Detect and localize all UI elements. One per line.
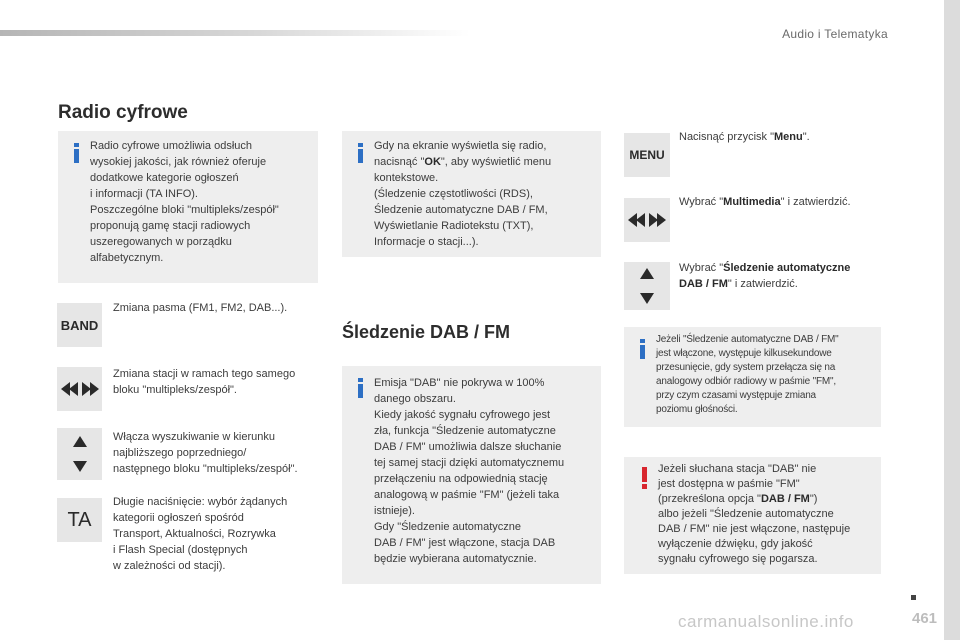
updown-line: następnego bloku "multipleks/zespół". (113, 463, 298, 475)
note-line: poziomu głośności. (656, 404, 738, 415)
step-3: Wybrać "Śledzenie automatyczne DAB / FM" i zatwierdzić. (679, 262, 851, 290)
dab-line: zła, funkcja "Śledzenie automatyczne (374, 425, 556, 437)
ta-button[interactable]: TA (57, 498, 102, 542)
intro-line: alfabetycznym. (90, 252, 164, 264)
seek-buttons[interactable] (57, 367, 102, 411)
intro-line: Poszczególne bloki "multipleks/zespół" (90, 204, 279, 216)
intro-line: Radio cyfrowe umożliwia odsłuch (90, 140, 253, 152)
up-down-arrows-icon (73, 434, 87, 474)
info-icon (358, 378, 363, 398)
note-line: przesunięcie, gdy system przełącza się na (656, 362, 836, 373)
ta-line: Transport, Aktualności, Rozrywka (113, 528, 276, 540)
menu-info-line: Informacje o stacji...). (374, 236, 479, 248)
menu-info-line: kontekstowe. (374, 172, 439, 184)
intro-line: wysokiej jakości, jak również oferuje (90, 156, 267, 168)
menu-button[interactable]: MENU (624, 133, 670, 177)
ta-line: i Flash Special (dostępnych (113, 544, 248, 556)
dab-line: istnieje). (374, 505, 415, 517)
dab-line: DAB / FM" umożliwia dalsze słuchanie (374, 441, 562, 453)
ta-line: kategorii ogłoszeń spośród (113, 512, 244, 524)
info-icon (640, 339, 645, 359)
up-down-buttons[interactable] (57, 428, 102, 480)
warning-line: wyłączenie dźwięku, gdy jakość (658, 538, 813, 550)
step-2: Wybrać "Multimedia" i zatwierdzić. (679, 196, 851, 208)
note-line: Jeżeli "Śledzenie automatyczne DAB / FM" (656, 334, 839, 345)
warning-line: sygnału cyfrowego się pogarsza. (658, 553, 818, 565)
band-button[interactable]: BAND (57, 303, 102, 347)
menu-info-line: Wyświetlanie Radiotekstu (TXT), (374, 220, 534, 232)
menu-info-line: Gdy na ekranie wyświetla się radio, (374, 140, 547, 152)
dab-line: DAB / FM" jest włączone, stacja DAB (374, 537, 556, 549)
ta-line: Długie naciśnięcie: wybór żądanych (113, 496, 288, 508)
context-menu-info-box (342, 131, 601, 257)
watermark-url: carmanualsonline.info (678, 612, 854, 631)
delay-info-box (624, 327, 881, 427)
menu-info-line: nacisnąć "OK", aby wyświetlić menu (374, 156, 552, 168)
dab-line: tej samej stacji dzięki automatycznemu (374, 457, 565, 469)
page-number: 461 (912, 610, 938, 627)
tracking-select-buttons[interactable] (624, 262, 670, 310)
note-line: jest włączone, występuje kilkusekundowe (656, 348, 832, 359)
page-marker (911, 595, 916, 600)
dab-info-box (342, 366, 601, 584)
warning-line: DAB / FM" nie jest włączone, następuje (658, 523, 851, 535)
intro-info-box (58, 131, 318, 283)
header-rule (0, 30, 470, 36)
section-title: Śledzenie DAB / FM (342, 322, 511, 342)
seek-arrows-icon (628, 213, 666, 227)
seek-line: bloku "multipleks/zespół". (113, 384, 237, 396)
dab-line: Kiedy jakość sygnału cyfrowego jest (374, 409, 551, 421)
updown-line: Włącza wyszukiwanie w kierunku (113, 431, 275, 443)
warning-line: (przekreślona opcja "DAB / FM") (658, 493, 818, 505)
dab-line: danego obszaru. (374, 393, 456, 405)
note-line: przy czym czasami występuje zmiana (656, 390, 816, 401)
warning-box (624, 457, 881, 574)
intro-line: uszeregowanych w porządku (90, 236, 232, 248)
section-header: Audio i Telematyka (782, 27, 888, 41)
dab-line: przełączeniu na odpowiednią stację (374, 473, 548, 485)
page-title: Radio cyfrowe (58, 102, 188, 123)
info-icon (358, 143, 363, 163)
band-description: Zmiana pasma (FM1, FM2, DAB...). (113, 302, 288, 314)
page-edge-bar (944, 0, 960, 640)
dab-line: analogową w paśmie "FM" (jeżeli taka (374, 489, 560, 501)
multimedia-select-buttons[interactable] (624, 198, 670, 242)
info-icon (74, 143, 79, 163)
note-line: analogowy odbiór radiowy w paśmie "FM", (656, 376, 836, 387)
intro-line: i informacji (TA INFO). (90, 188, 198, 200)
ta-line: w zależności od stacji). (113, 560, 226, 572)
up-down-arrows-icon (640, 266, 654, 306)
warning-line: Jeżeli słuchana stacja "DAB" nie (658, 463, 817, 475)
intro-line: proponują gamę stacji radiowych (90, 220, 251, 232)
dab-line: Gdy "Śledzenie automatyczne (374, 521, 521, 533)
seek-line: Zmiana stacji w ramach tego samego (113, 368, 296, 380)
menu-info-line: (Śledzenie częstotliwości (RDS), (374, 188, 533, 200)
dab-line: Emisja "DAB" nie pokrywa w 100% (374, 377, 545, 389)
seek-arrows-icon (61, 382, 99, 396)
intro-line: dodatkowe kategorie ogłoszeń (90, 172, 239, 184)
warning-icon (642, 467, 647, 489)
menu-info-line: Śledzenie automatyczne DAB / FM, (374, 204, 548, 216)
dab-line: będzie wybierana automatycznie. (374, 553, 537, 565)
step-1: Nacisnąć przycisk "Menu". (679, 131, 810, 143)
warning-line: jest dostępna w paśmie "FM" (658, 478, 800, 490)
warning-line: albo jeżeli "Śledzenie automatyczne (658, 508, 834, 520)
updown-line: najbliższego poprzedniego/ (113, 447, 247, 459)
